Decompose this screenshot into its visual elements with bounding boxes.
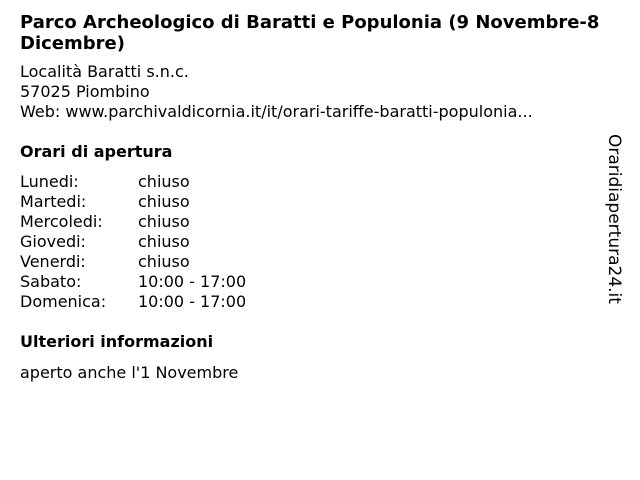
site-watermark: Oraridiapertura24.it — [604, 134, 624, 304]
hours-row-friday — [20, 252, 610, 272]
main-content — [20, 12, 610, 383]
day-hours: 10:00 - 17:00 — [138, 292, 247, 311]
address-street: Località Baratti s.n.c. — [20, 62, 189, 81]
day-label: Sabato: — [20, 272, 82, 291]
day-hours: chiuso — [138, 172, 190, 191]
day-hours: chiuso — [138, 252, 190, 271]
day-hours: chiuso — [138, 212, 190, 231]
day-label: Domenica: — [20, 292, 107, 311]
address-city: 57025 Piombino — [20, 82, 150, 101]
additional-info-heading: Ulteriori informazioni — [20, 332, 214, 351]
day-label: Mercoledi: — [20, 212, 103, 231]
additional-info-text: aperto anche l'1 Novembre — [20, 363, 239, 382]
hours-row-thursday — [20, 232, 610, 252]
day-label: Martedi: — [20, 192, 87, 211]
address-block — [20, 62, 610, 122]
hours-row-tuesday — [20, 192, 610, 212]
additional-info-section — [20, 332, 610, 383]
day-hours: chiuso — [138, 232, 190, 251]
website-link[interactable]: Web: www.parchivaldicornia.it/it/orari-tariffe-baratti-populonia... — [20, 102, 533, 121]
day-label: Lunedi: — [20, 172, 79, 191]
opening-hours-section — [20, 142, 610, 312]
hours-row-monday — [20, 172, 610, 192]
day-hours: 10:00 - 17:00 — [138, 272, 247, 291]
opening-hours-heading: Orari di apertura — [20, 142, 173, 161]
day-hours: chiuso — [138, 192, 190, 211]
hours-row-sunday — [20, 292, 610, 312]
day-label: Venerdi: — [20, 252, 86, 271]
page-title: Parco Archeologico di Baratti e Populonia (9 Novembre-8 Dicembre) — [20, 12, 600, 54]
hours-row-wednesday — [20, 212, 610, 232]
hours-row-saturday — [20, 272, 610, 292]
day-label: Giovedi: — [20, 232, 86, 251]
opening-hours-table — [20, 172, 610, 312]
